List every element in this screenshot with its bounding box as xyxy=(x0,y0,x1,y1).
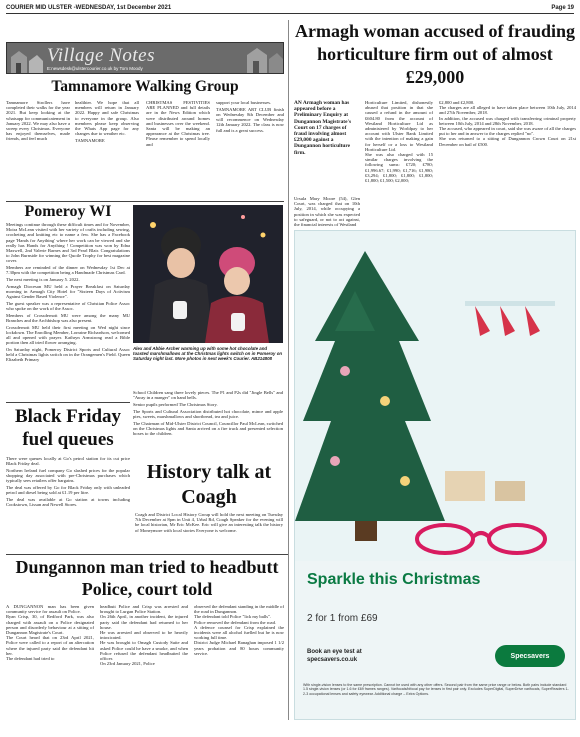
children-photo xyxy=(133,205,283,343)
pomeroy-para: Meetings continue through these difficult times and for November, Moira McLean visited with her variety of crafts including sewing, crocheting and knitting etc to name a few. She has a Facebook page 'Hands for Anything' where her work can be viewed and she really has Hands for Anything ! Competition was won by Edna Maxwell, 2nd Valerie Barnes and 3rd Pearl Blair. Congratulations to John Burnside for winning the Quoile Trophy for best magazine cover. xyxy=(6,222,130,264)
dungannon-headline: Dungannon man tried to headbutt Police, court told xyxy=(15,557,279,599)
blackfriday-para: The deal was available at Go station at towns including Cookstown, Lissan and Newell Stores. xyxy=(6,496,130,508)
blackfriday-para: There were queues locally at Go's petrol station for its cut price Black Friday deal. xyxy=(6,456,130,467)
mid-col-para: Senior pupils performed The Christmas Story. xyxy=(133,401,218,407)
armagh-col-2 xyxy=(365,100,433,228)
history-headline: History talk at Coagh xyxy=(146,461,272,508)
pomeroy-para: Crossdernott MU held their first meeting on Wed night since lockdown. The Enrolling Member, Lorraine Richardson, welcomed all and opened with prayer. Kathryn Armstrong read a Bible portion then all tried flower arranging. xyxy=(6,324,130,346)
tamnamore-col-4-text: support your local businesses. xyxy=(216,100,272,105)
specsavers-logo: Specsavers xyxy=(495,645,565,667)
blackfriday-headline: Black Friday fuel queues xyxy=(14,406,122,450)
tamnamore-col-1-text: Tamnamore Strollers have completed their walks for the year 2021. But keep looking at the whatsapp for communicatement in January 2022. We may also have a sweep every Christmas. Everyone has enjoyed themselves, made friends, and feel much xyxy=(6,100,70,142)
mid-col-para: The Chairman of Mid-Ulster District Council, Councillor Paul McLean, switched on the Christmas lights and Santa arrived on a fire truck and presented selection boxes to the children. xyxy=(133,420,283,436)
blackfriday-body xyxy=(6,456,130,526)
dungannon-col-2 xyxy=(100,604,188,732)
section-rule xyxy=(6,402,130,403)
banner-subtitle: E:newsdesk@ulstercourier.co.uk by Tom Moody xyxy=(47,66,143,71)
banner-title: Village Notes xyxy=(47,45,155,66)
dungannon-col-1-text: A DUNGANNON man has been given community service for assault on Police. Ryan Crisp, 30, of Redford Park, was also charged with assault on a Police designated person and disorderly behaviour at a sitting of Dungannon Magistrate's Court. The Court heard that on 23rd April 2021, Police were called to a report of an altercation where the injured party said the defendant hit her. The defendant had tried to xyxy=(6,604,94,662)
ad-offer: 2 for 1 from £69 xyxy=(307,613,378,624)
history-body xyxy=(135,512,283,552)
christmas-tree-scene-icon xyxy=(295,231,576,561)
armagh-col-2-text: Horticulture Limited, dishonestly abused that position in that she caused a refund in the amount of £604.80 from the account of Westland Horticulture Ltd as administered by Worldpay to her account with Ulster Bank Limited with the intention of making a gain for herself or a loss to Westland Horticulture Ltd. She was also charged with 15 similar charges involving the following sums: £720; £780; £1,996.67; £1,990; £1,716; £1,980; £3,294; £1,800; £1,800; £1,800; £1,800; £1,500; £2,000; xyxy=(365,100,433,184)
tamnamore-col-2 xyxy=(75,100,139,200)
pomeroy-para: Members of Crossdernott MU were among the many MU Branches and the Archbishop was also present. xyxy=(6,312,130,323)
armagh-col-3-text: £2,800 and £2,800. The charges are all alleged to have taken place between 10th July, 2014 and 27th November, 2018. In addition, the accused was charged with transferring criminal property between 10th July, 2014 and 28th November, 2018. The accused, who appeared in court, said she was aware of all the charges put to her and in answer to the charges replied "no". She was returned to a sitting of Dungannon Crown Court on 21st December on bail of £500. xyxy=(439,100,576,147)
mid-col-para: The Sports and Cultural Association distributed hot chocolate, mince and apple pies, sweets, marshmallows and shortbread, tea and juice. xyxy=(133,408,283,419)
blackfriday-para: Northern Ireland fuel company Go slashed prices for the popular shopping day associated with pre-Christmas purchases which typically sees retailers offer bargains. xyxy=(6,467,130,484)
blackfriday-para: The deal was offered by Go for Black Friday only with unleaded petrol and diesel being sold at £1.19 per litre. xyxy=(6,485,130,496)
tamnamore-col-4-text-b: TAMNAMORE ART CLUB finish on Wednesday 8th December and will recommence on Wednesday 12th January 2022. The class is now full and is a great success. xyxy=(216,106,284,133)
armagh-headline: Armagh woman accused of frauding horticulture firm out of almost £29,000 xyxy=(294,21,575,87)
mid-col-body xyxy=(133,390,283,460)
dungannon-col-3 xyxy=(194,604,284,732)
section-rule xyxy=(6,554,288,555)
armagh-col-3 xyxy=(439,100,576,228)
pomeroy-para: The next meeting is on January 5. 2022. xyxy=(6,277,80,283)
dungannon-col-3-text: observed the defendant standing in the middle of the road in Dungannon. The defendant told Police "lick my balls". Police removed the defendant from the road. A defence counsel for Crisp explained the incidents were all alcohol fuelled but he is now working full time. District Judge Michael Ranaghan imposed 1 1/2 years probation and 80 hours community service. xyxy=(194,604,284,656)
photo-image-icon xyxy=(133,205,283,343)
masthead xyxy=(6,2,574,14)
pomeroy-para: On Saturday night, Pomeroy District Sports and Cultural Assoc held a Christmas lights switch on in the Orangemen's Field. Queen Elizabeth Primary xyxy=(6,346,130,363)
dungannon-col-1 xyxy=(6,604,94,732)
history-para: Coagh and District Local History Group will hold the next meeting on Tuesday 7th December at 8pm in Unit 4, Urbal Rd, Coagh Speaker for the evening will be local historian, Mr Eric McKee. Eric will give an interesting talk the history of Moneymore with local stories Everyone is welcome. xyxy=(135,512,283,533)
section-rule xyxy=(6,201,284,202)
page-number: Page 19 xyxy=(551,4,574,11)
pomeroy-para: Members are reminded of the dinner on Wednesday 1st Dec at 7.30pm with the competition being a Handmade Christmas Card. xyxy=(6,265,130,276)
pomeroy-body xyxy=(6,222,130,400)
ad-small-print: With single-vision lenses to the same prescription. Cannot be used with any other offers. Second pair from the same price range or below. Both pairs include standard 1.5 single-vision lenses (or 1.6 for £69 frames ranges). Varifocals/bifocal pay for lenses in first pair only. Excludes SuperDigital, SuperDrive varifocals, SuperReaders 1-2-3 occupational lenses and safety eyewear. Additional charge – Extra Options. xyxy=(303,683,569,696)
tamnamore-col-3 xyxy=(146,100,210,200)
masthead-date: COURIER MID ULSTER -WEDNESDAY, 1st December 2021 xyxy=(6,4,172,11)
armagh-lead-text: AN Armagh woman has appeared before a Preliminary Enquiry at Dungannon Magistrate's Court on 17 charges of fraud involving almost £29,000 against a Dungannon horticulture firm. xyxy=(294,100,352,156)
pomeroy-para: Armagh Diocesan MU held a Prayer Breakfast on Saturday morning in Armagh City Hotel for "Sixteen Days of Activism Against Gender Based Violence". xyxy=(6,283,130,300)
pomeroy-headline: Pomeroy WI xyxy=(24,203,112,220)
ad-call-to-action: Book an eye test at specsavers.co.uk xyxy=(307,649,362,663)
tamnamore-headline: Tamnamore Walking Group xyxy=(51,78,239,95)
tamnamore-col-4 xyxy=(216,100,284,200)
tamnamore-col-2-text: healthier. We hope that all members will return in January 2022. Happy and safe Christmas to everyone in the group. Also members please keep observing the Whats App page for any changes due to weather etc. xyxy=(75,100,139,137)
armagh-col-1-text: Ursula Mary Moore (54), Glen Court, was charged that on 10th July, 2014, while occupying a position in which she was expected to safeguard, or not to act against, the financial interests of Westland xyxy=(294,196,360,228)
photo-caption: Alex and Abbie Archer warming up with some hot chocolate and toasted marshmallows at the Christmas lights switch on in Pomeroy on Saturday night last. More photos in next week's Courier. AB214808 xyxy=(133,346,283,362)
village-notes-banner xyxy=(6,42,284,74)
tamnamore-col-2-subhead: TAMNAMORE xyxy=(75,137,105,143)
dungannon-col-2-text: headbutt Police and Crisp was arrested and brought to Lurgan Police Station. On 26th April, in another incident, the injured party said the defendant had returned to her house. He was arrested and observed to be heavily intoxicated. He was brought to Omagh Custody Suite and asked Police could he have a smoke, and when Police refused the defendant headbutted the officer. On 23rd January 2021, Police xyxy=(100,604,188,667)
mid-col-para: School Children sang three lovely pieces. The P1 and P2s did "Jingle Bells" and "Away in a manger" on hand bells. xyxy=(133,390,283,401)
armagh-col-1 xyxy=(294,196,360,230)
tamnamore-col-3-text: CHRISTMAS FESTIVITIES ARE PLANNED and full details are in the News Edition which were distributed around homes and businesses over the weekend. Santa will be making an appearance at the Christmas tree. Please remember to spend locally and xyxy=(146,100,210,147)
tamnamore-col-1 xyxy=(6,100,70,200)
column-divider xyxy=(288,20,289,720)
pomeroy-para: The guest speaker was a representative of Christian Police Assoc who spoke on the work of the Assoc. xyxy=(6,300,130,312)
specsavers-advert xyxy=(294,230,576,720)
ad-title: Sparkle this Christmas xyxy=(307,571,481,588)
